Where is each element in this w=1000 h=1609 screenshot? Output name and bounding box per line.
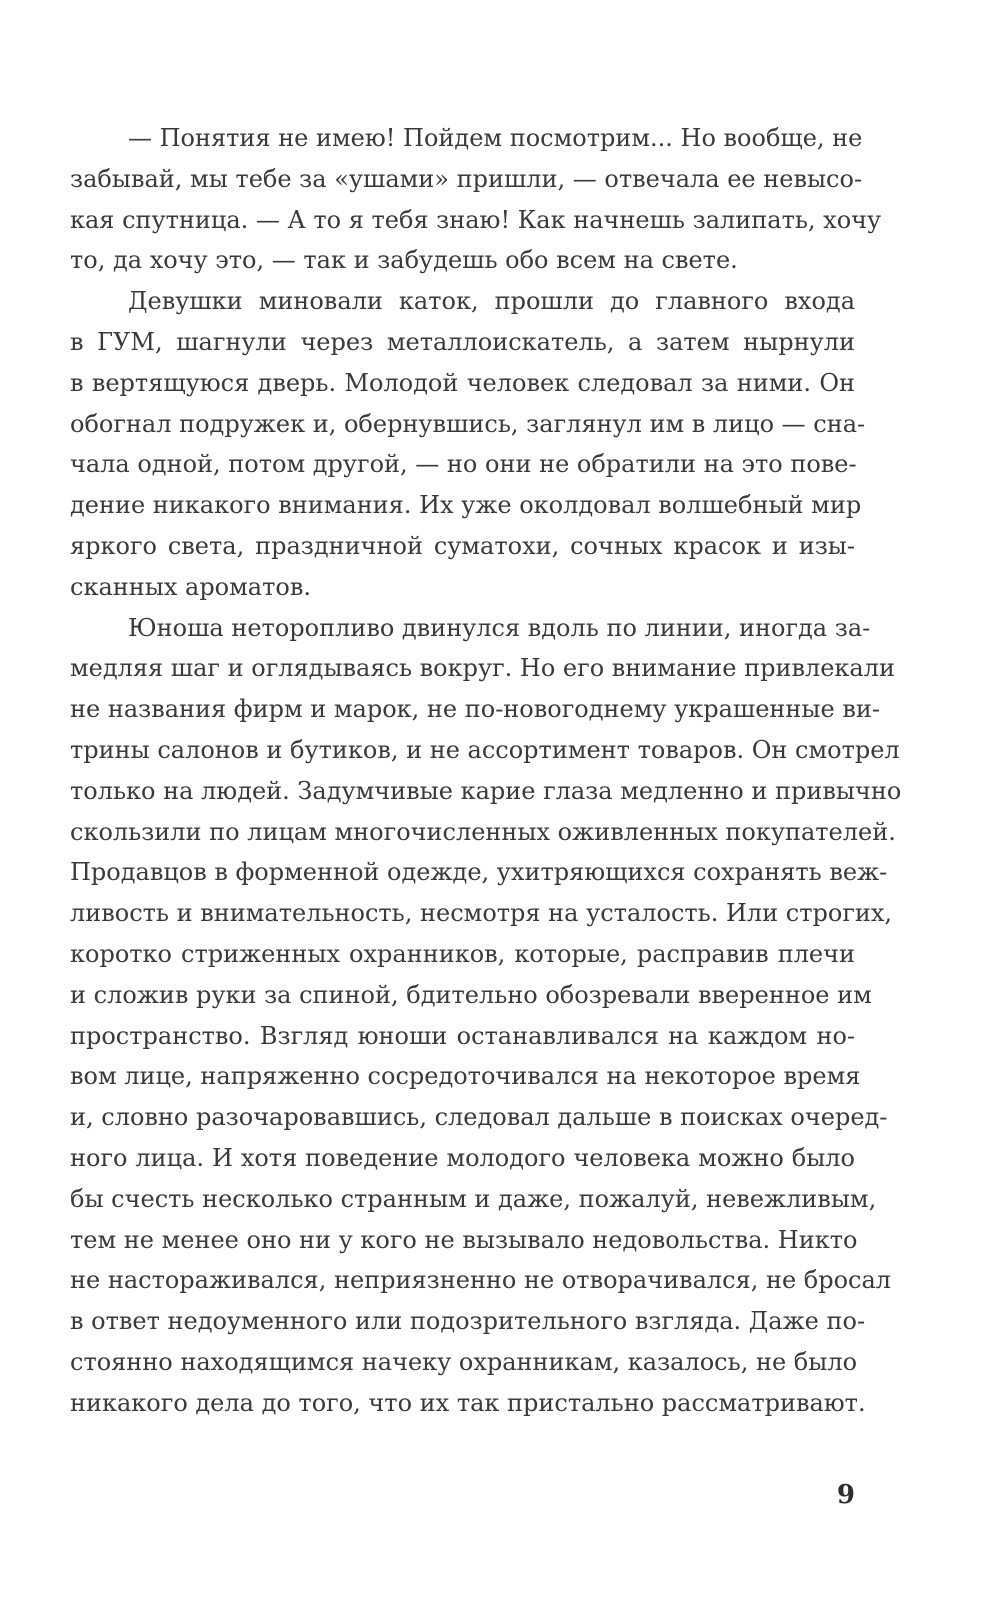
text-line: медляя шаг и оглядываясь вокруг. Но его внимание привлекали <box>70 654 895 683</box>
text-line: сканных ароматов. <box>70 572 311 601</box>
paragraph-2 <box>70 281 866 607</box>
text-line: ливость и внимательность, несмотря на усталость. Или строгих, <box>70 899 893 928</box>
text-line: чала одной, потом другой, — но они не обратили на это пове- <box>70 450 857 479</box>
text-line: забывай, мы тебе за «ушами» пришли, — отвечала ее невысо- <box>70 164 863 193</box>
text-line: в ГУМ, шагнули через металлоискатель, а затем нырнули <box>70 327 855 356</box>
text-line: пространство. Взгляд юноши останавливался на каждом но- <box>70 1021 855 1050</box>
text-line: в ответ недоуменного или подозрительного взгляда. Даже по- <box>70 1307 866 1336</box>
paragraph-1 <box>70 118 882 281</box>
text-line: ного лица. И хотя поведение молодого человека можно было <box>70 1143 855 1172</box>
text-line: никакого дела до того, что их так пристально рассматривают. <box>70 1388 866 1417</box>
text-line: коротко стриженных охранников, которые, расправив плечи <box>70 939 855 968</box>
text-line: в вертящуюся дверь. Молодой человек следовал за ними. Он <box>70 368 855 397</box>
text-line: скользили по лицам многочисленных оживленных покупателей. <box>70 817 896 846</box>
text-line: и сложив руки за спиной, бдительно обозревали вверенное им <box>70 980 872 1009</box>
text-line: дение никакого внимания. Их уже околдовал волшебный мир <box>70 491 862 520</box>
page-number: 9 <box>836 1480 855 1510</box>
text-line: бы счесть несколько странным и даже, пожалуй, невежливым, <box>70 1184 877 1213</box>
text-line: стоянно находящимся начеку охранникам, казалось, не было <box>70 1347 858 1376</box>
text-line: Продавцов в форменной одежде, ухитряющихся сохранять веж- <box>70 858 888 887</box>
text-line: Девушки миновали каток, прошли до главного входа <box>128 287 855 316</box>
text-line: то, да хочу это, — так и забудешь обо всем на свете. <box>70 246 738 275</box>
text-line: яркого света, праздничной суматохи, сочных красок и изы- <box>70 531 855 560</box>
text-line: только на людей. Задумчивые карие глаза медленно и привычно <box>70 776 902 805</box>
text-line: не названия фирм и марок, не по-новогоднему украшенные ви- <box>70 695 880 724</box>
text-line: трины салонов и бутиков, и не ассортимент товаров. Он смотрел <box>70 735 900 764</box>
text-line: Юноша неторопливо двинулся вдоль по линии, иногда за- <box>128 613 871 642</box>
text-line: не настораживался, неприязненно не отворачивался, не бросал <box>70 1266 892 1295</box>
text-line: кая спутница. — А то я тебя знаю! Как начнешь залипать, хочу <box>70 205 882 234</box>
text-line: и, словно разочаровавшись, следовал дальше в поисках очеред- <box>70 1103 888 1132</box>
text-line: вом лице, напряженно сосредоточивался на некоторое время <box>70 1062 861 1091</box>
text-line: тем не менее оно ни у кого не вызывало недовольства. Никто <box>70 1225 858 1254</box>
body-text <box>70 118 902 1424</box>
text-line: обогнал подружек и, обернувшись, заглянул им в лицо — сна- <box>70 409 866 438</box>
text-line: — Понятия не имею! Пойдем посмотрим... Но вообще, не <box>128 124 863 152</box>
paragraph-3 <box>70 608 902 1424</box>
